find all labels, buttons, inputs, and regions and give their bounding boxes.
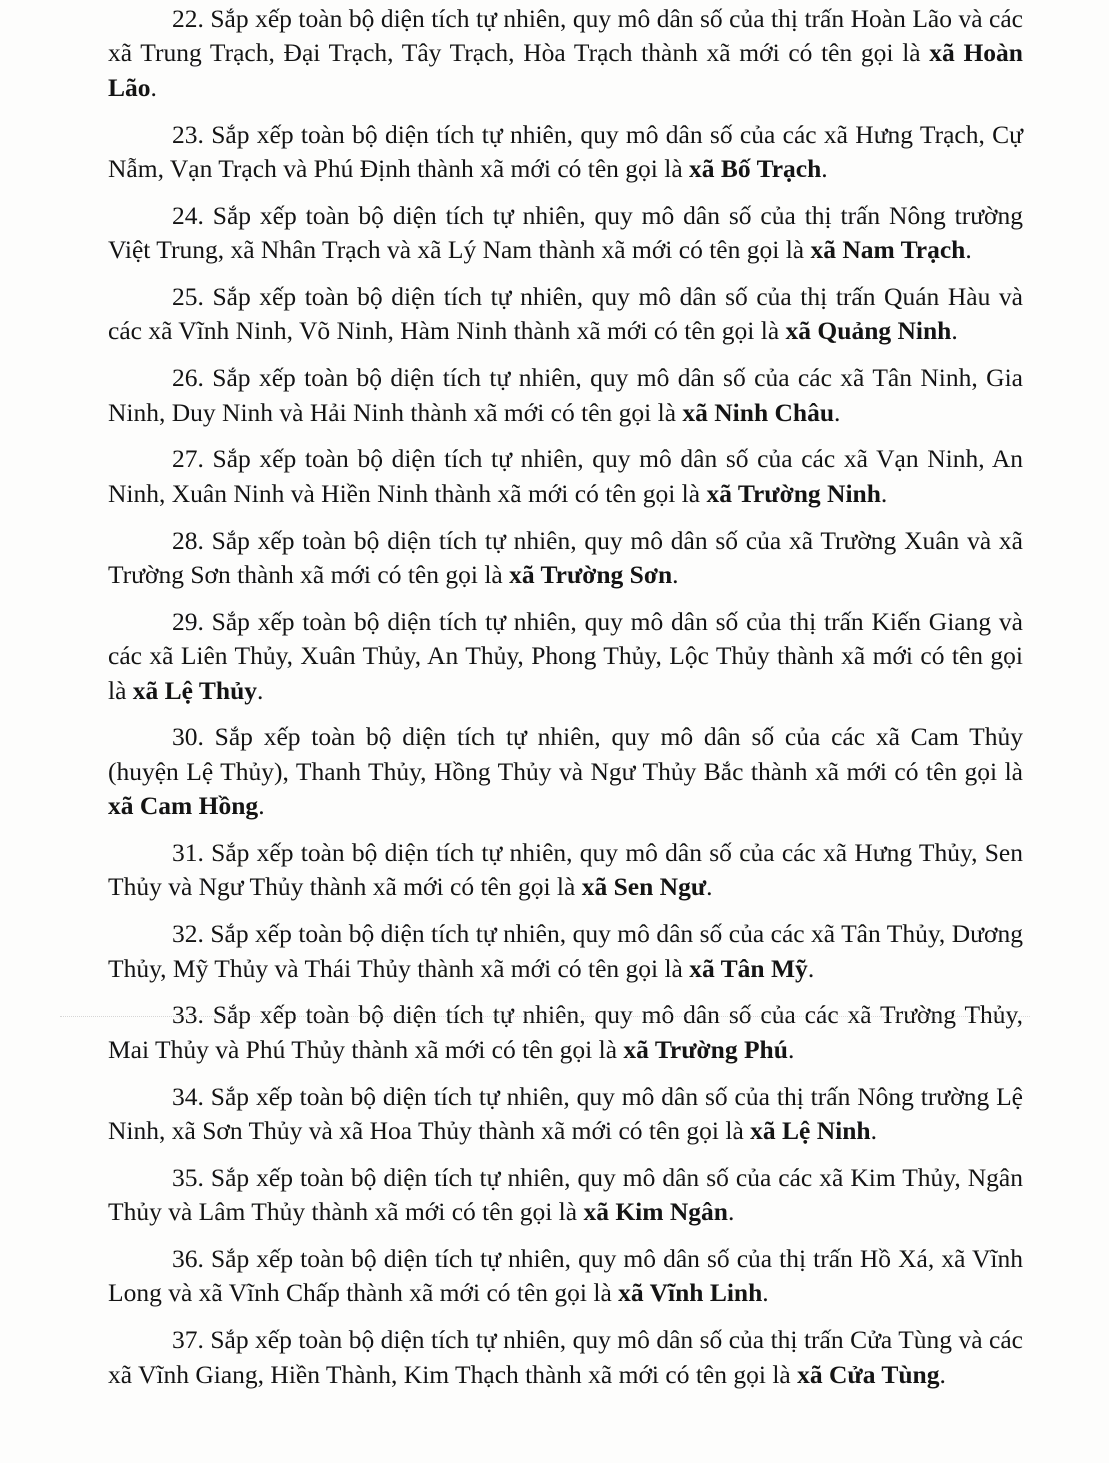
paragraph-end: . [939,1359,946,1389]
paragraph-text: 22. Sắp xếp toàn bộ diện tích tự nhiên, quy mô dân số của thị trấn Hoàn Lão và các xã Trung Trạch, Đại Trạch, Tây Trạch, Hòa Trạch thành xã mới có tên gọi là [108,4,1023,68]
paragraph-text: 37. Sắp xếp toàn bộ diện tích tự nhiên, quy mô dân số của thị trấn Cửa Tùng và các xã Vĩnh Giang, Hiền Thành, Kim Thạch thành xã mới có tên gọi là [108,1325,1023,1389]
new-commune-name: xã Cửa Tùng [797,1359,940,1389]
new-commune-name: xã Ninh Châu [682,397,835,427]
paragraph-end: . [834,397,841,427]
article-paragraph-22 [108,2,1023,105]
new-commune-name: xã Cam Hồng [108,791,259,821]
article-paragraph-25 [108,280,1023,349]
new-commune-name: xã Sen Ngư [581,872,707,902]
article-paragraph-29 [108,605,1023,708]
paragraph-end: . [762,1278,769,1308]
article-paragraph-33 [108,998,1023,1067]
article-paragraph-28 [108,524,1023,593]
new-commune-name: xã Bố Trạch [689,154,822,184]
paragraph-end: . [880,478,888,508]
article-paragraph-27 [108,442,1023,511]
paragraph-end: . [672,560,679,590]
paragraph-text: 36. Sắp xếp toàn bộ diện tích tự nhiên, quy mô dân số của thị trấn Hồ Xá, xã Vĩnh Long và xã Vĩnh Chấp thành xã mới có tên gọi là [108,1244,1023,1308]
article-paragraph-32 [108,917,1023,986]
paragraph-text: 26. Sắp xếp toàn bộ diện tích tự nhiên, quy mô dân số của các xã Tân Ninh, Gia Ninh, Duy Ninh và Hải Ninh thành xã mới có tên gọi là [108,363,1023,427]
new-commune-name: xã Kim Ngân [583,1197,728,1227]
paragraph-text: 31. Sắp xếp toàn bộ diện tích tự nhiên, quy mô dân số của các xã Hưng Thủy, Sen Thủy và Ngư Thủy thành xã mới có tên gọi là [108,838,1023,902]
paragraph-text: 24. Sắp xếp toàn bộ diện tích tự nhiên, quy mô dân số của thị trấn Nông trường Việt Trung, xã Nhân Trạch và xã Lý Nam thành xã mới có tên gọi là [108,200,1023,265]
article-paragraph-31 [108,836,1023,905]
paragraph-text: 23. Sắp xếp toàn bộ diện tích tự nhiên, quy mô dân số của các xã Hưng Trạch, Cự Nẫm, Vạn Trạch và Phú Định thành xã mới có tên gọi là [108,119,1023,184]
paragraph-end: . [258,791,265,821]
new-commune-name: xã Tân Mỹ [689,953,808,983]
paragraph-text: 34. Sắp xếp toàn bộ diện tích tự nhiên, quy mô dân số của thị trấn Nông trường Lệ Ninh, xã Sơn Thủy và xã Hoa Thủy thành xã mới có tên gọi là [108,1081,1023,1146]
paragraph-text: 33. Sắp xếp toàn bộ diện tích tự nhiên, quy mô dân số của các xã Trường Thủy, Mai Thủy và Phú Thủy thành xã mới có tên gọi là [108,1000,1023,1064]
article-paragraph-23 [108,118,1023,187]
new-commune-name: xã Lệ Ninh [750,1116,871,1146]
scan-artifact-divider [60,1016,1030,1021]
new-commune-name: xã Quảng Ninh [785,316,952,346]
paragraph-end: . [951,316,958,346]
paragraph-end: . [727,1197,735,1227]
paragraph-text: 25. Sắp xếp toàn bộ diện tích tự nhiên, quy mô dân số của thị trấn Quán Hàu và các xã Vĩnh Ninh, Võ Ninh, Hàm Ninh thành xã mới có tên gọi là [108,282,1023,346]
article-paragraph-24 [108,199,1023,268]
article-paragraph-36 [108,1242,1023,1311]
article-paragraph-35 [108,1161,1023,1230]
paragraph-text: 29. Sắp xếp toàn bộ diện tích tự nhiên, quy mô dân số của thị trấn Kiến Giang và các xã Liên Thủy, Xuân Thủy, An Thủy, Phong Thủy, Lộc Thủy thành xã mới có tên gọi là [108,606,1023,705]
article-paragraph-37 [108,1323,1023,1392]
new-commune-name: xã Trường Ninh [706,478,881,508]
paragraph-end: . [807,953,815,983]
paragraph-end: . [965,235,972,265]
new-commune-name: xã Trường Sơn [509,560,673,590]
article-paragraph-34 [108,1080,1023,1149]
paragraph-end: . [870,1116,877,1146]
paragraph-end: . [821,154,828,184]
new-commune-name: xã Trường Phú [623,1034,788,1064]
paragraph-end: . [150,72,157,102]
paragraph-text: 28. Sắp xếp toàn bộ diện tích tự nhiên, quy mô dân số của xã Trường Xuân và xã Trường Sơn thành xã mới có tên gọi là [108,525,1023,590]
new-commune-name: xã Lệ Thủy [132,675,258,705]
new-commune-name: xã Vĩnh Linh [618,1278,763,1308]
article-paragraph-26 [108,361,1023,430]
new-commune-name: xã Nam Trạch [810,235,966,265]
paragraph-text: 32. Sắp xếp toàn bộ diện tích tự nhiên, quy mô dân số của các xã Tân Thủy, Dương Thủy, Mỹ Thủy và Thái Thủy thành xã mới có tên gọi là [108,919,1023,983]
paragraph-text: 35. Sắp xếp toàn bộ diện tích tự nhiên, quy mô dân số của các xã Kim Thủy, Ngân Thủy và Lâm Thủy thành xã mới có tên gọi là [108,1162,1023,1227]
paragraph-end: . [257,675,264,705]
article-paragraph-30 [108,720,1023,823]
paragraph-end: . [787,1034,795,1064]
new-commune-name: xã Hoàn Lão [108,38,1023,102]
paragraph-text: 30. Sắp xếp toàn bộ diện tích tự nhiên, quy mô dân số của các xã Cam Thủy (huyện Lệ Thủy), Thanh Thủy, Hồng Thủy và Ngư Thủy Bắc thành xã mới có tên gọi là [108,722,1023,786]
paragraph-text: 27. Sắp xếp toàn bộ diện tích tự nhiên, quy mô dân số của các xã Vạn Ninh, An Ninh, Xuân Ninh và Hiền Ninh thành xã mới có tên gọi là [108,444,1023,508]
paragraph-end: . [706,872,713,902]
